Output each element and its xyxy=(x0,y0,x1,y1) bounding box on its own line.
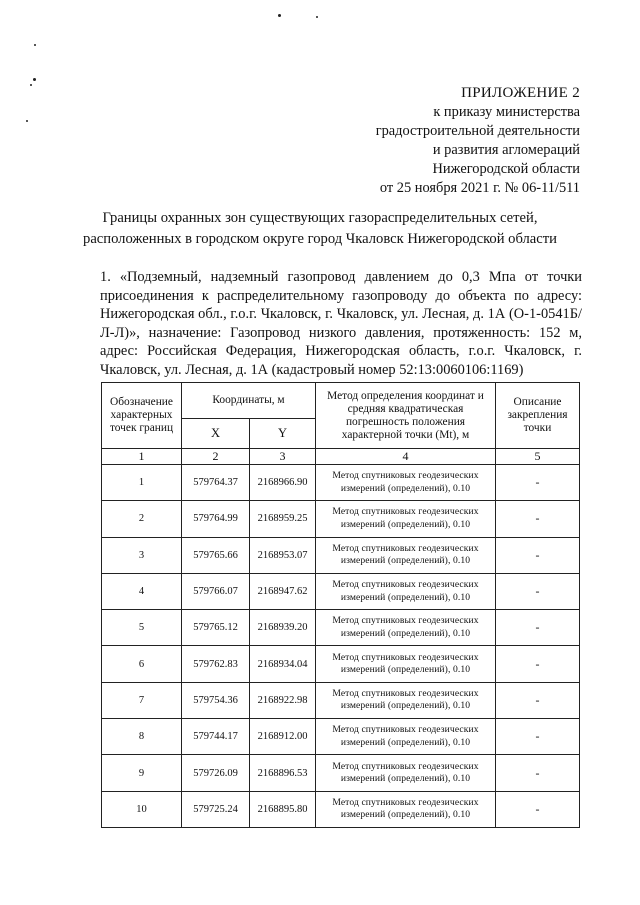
point-number: 8 xyxy=(102,719,182,755)
method-cell: Метод спутниковых геодезических измерений (определений), 0.10 xyxy=(316,682,496,718)
coord-x: 579726.09 xyxy=(182,755,250,791)
order-date-number: от 25 ноября 2021 г. № 06-11/511 xyxy=(379,180,580,196)
table-row xyxy=(102,501,580,537)
method-cell: Метод спутниковых геодезических измерений (определений), 0.10 xyxy=(316,791,496,827)
coord-y: 2168947.62 xyxy=(250,573,316,609)
coord-x: 579744.17 xyxy=(182,719,250,755)
coord-y: 2168959.25 xyxy=(250,501,316,537)
title-line: Границы охранных зон существующих газораспределительных сетей, xyxy=(102,210,538,226)
table-row xyxy=(102,537,580,573)
header-line: и развития агломераций xyxy=(432,142,580,158)
method-cell: Метод спутниковых геодезических измерений (определений), 0.10 xyxy=(316,646,496,682)
method-cell: Метод спутниковых геодезических измерений (определений), 0.10 xyxy=(316,537,496,573)
scan-speck xyxy=(30,84,32,86)
description-cell: - xyxy=(496,610,580,646)
description-cell: - xyxy=(496,573,580,609)
table-row xyxy=(102,682,580,718)
scan-speck xyxy=(34,44,36,46)
point-number: 6 xyxy=(102,646,182,682)
header-line: Нижегородской области xyxy=(432,161,580,177)
column-number: 2 xyxy=(182,449,250,465)
method-cell: Метод спутниковых геодезических измерений (определений), 0.10 xyxy=(316,465,496,501)
header-method: Метод определения координат и средняя квадратическая погрешность положения характерной точки (Mt), м xyxy=(316,383,496,449)
column-number: 1 xyxy=(102,449,182,465)
column-number: 4 xyxy=(316,449,496,465)
coord-x: 579725.24 xyxy=(182,791,250,827)
appendix-label: ПРИЛОЖЕНИЕ 2 xyxy=(461,85,580,101)
coord-y: 2168896.53 xyxy=(250,755,316,791)
document-title xyxy=(60,208,580,250)
coord-x: 579766.07 xyxy=(182,573,250,609)
coord-x: 579754.36 xyxy=(182,682,250,718)
method-cell: Метод спутниковых геодезических измерений (определений), 0.10 xyxy=(316,610,496,646)
scan-speck xyxy=(278,14,281,17)
point-number: 3 xyxy=(102,537,182,573)
point-number: 5 xyxy=(102,610,182,646)
description-cell: - xyxy=(496,682,580,718)
method-cell: Метод спутниковых геодезических измерений (определений), 0.10 xyxy=(316,573,496,609)
scan-speck xyxy=(33,78,36,81)
point-number: 4 xyxy=(102,573,182,609)
object-description: 1. «Подземный, надземный газопровод давлением до 0,3 Мпа от точки присоединения к распределительному газопроводу до объекта по адресу: Нижегородская обл., г.о.г. Чкаловск, г. Чкаловск, ул. Лесная, д. 1А (О-1-0541Б/Л-Л)», назначение: Газопровод низкого давления, протяженность: 152 м, адрес: Российская Федерация, Нижегородская область, г.о.г. Чкаловск, г. Чкаловск, ул. Лесная, д. 1А (кадастровый номер 52:13:0060106:1169) xyxy=(100,269,582,378)
point-number: 9 xyxy=(102,755,182,791)
header-line: к приказу министерства xyxy=(433,104,580,120)
coord-y: 2168953.07 xyxy=(250,537,316,573)
coord-x: 579765.12 xyxy=(182,610,250,646)
header-y: Y xyxy=(250,419,316,449)
point-number: 7 xyxy=(102,682,182,718)
description-cell: - xyxy=(496,501,580,537)
title-line: расположенных в городском округе город Чкаловск Нижегородской области xyxy=(83,231,557,247)
coord-x: 579762.83 xyxy=(182,646,250,682)
table-row xyxy=(102,791,580,827)
method-cell: Метод спутниковых геодезических измерений (определений), 0.10 xyxy=(316,719,496,755)
header-line: градостроительной деятельности xyxy=(375,123,580,139)
coord-y: 2168934.04 xyxy=(250,646,316,682)
table-row xyxy=(102,646,580,682)
table-row xyxy=(102,719,580,755)
coordinates-table xyxy=(101,382,580,828)
method-cell: Метод спутниковых геодезических измерений (определений), 0.10 xyxy=(316,501,496,537)
coord-y: 2168895.80 xyxy=(250,791,316,827)
table-row xyxy=(102,465,580,501)
coord-x: 579764.37 xyxy=(182,465,250,501)
coord-y: 2168912.00 xyxy=(250,719,316,755)
description-cell: - xyxy=(496,537,580,573)
point-number: 2 xyxy=(102,501,182,537)
scan-speck xyxy=(26,120,28,122)
point-number: 1 xyxy=(102,465,182,501)
coord-y: 2168966.90 xyxy=(250,465,316,501)
description-cell: - xyxy=(496,646,580,682)
description-cell: - xyxy=(496,755,580,791)
table-row xyxy=(102,573,580,609)
coord-y: 2168922.98 xyxy=(250,682,316,718)
header-description: Описание закрепления точки xyxy=(496,383,580,449)
description-cell: - xyxy=(496,719,580,755)
header-coordinates: Координаты, м xyxy=(182,383,316,419)
header-x: X xyxy=(182,419,250,449)
table-row xyxy=(102,610,580,646)
coord-y: 2168939.20 xyxy=(250,610,316,646)
table-row xyxy=(102,755,580,791)
point-number: 10 xyxy=(102,791,182,827)
header-point-designation: Обозначение характерных точек границ xyxy=(102,383,182,449)
coord-x: 579764.99 xyxy=(182,501,250,537)
scan-speck xyxy=(316,16,318,18)
column-number: 5 xyxy=(496,449,580,465)
method-cell: Метод спутниковых геодезических измерений (определений), 0.10 xyxy=(316,755,496,791)
appendix-header xyxy=(280,84,580,198)
description-cell: - xyxy=(496,791,580,827)
coord-x: 579765.66 xyxy=(182,537,250,573)
column-number: 3 xyxy=(250,449,316,465)
description-cell: - xyxy=(496,465,580,501)
